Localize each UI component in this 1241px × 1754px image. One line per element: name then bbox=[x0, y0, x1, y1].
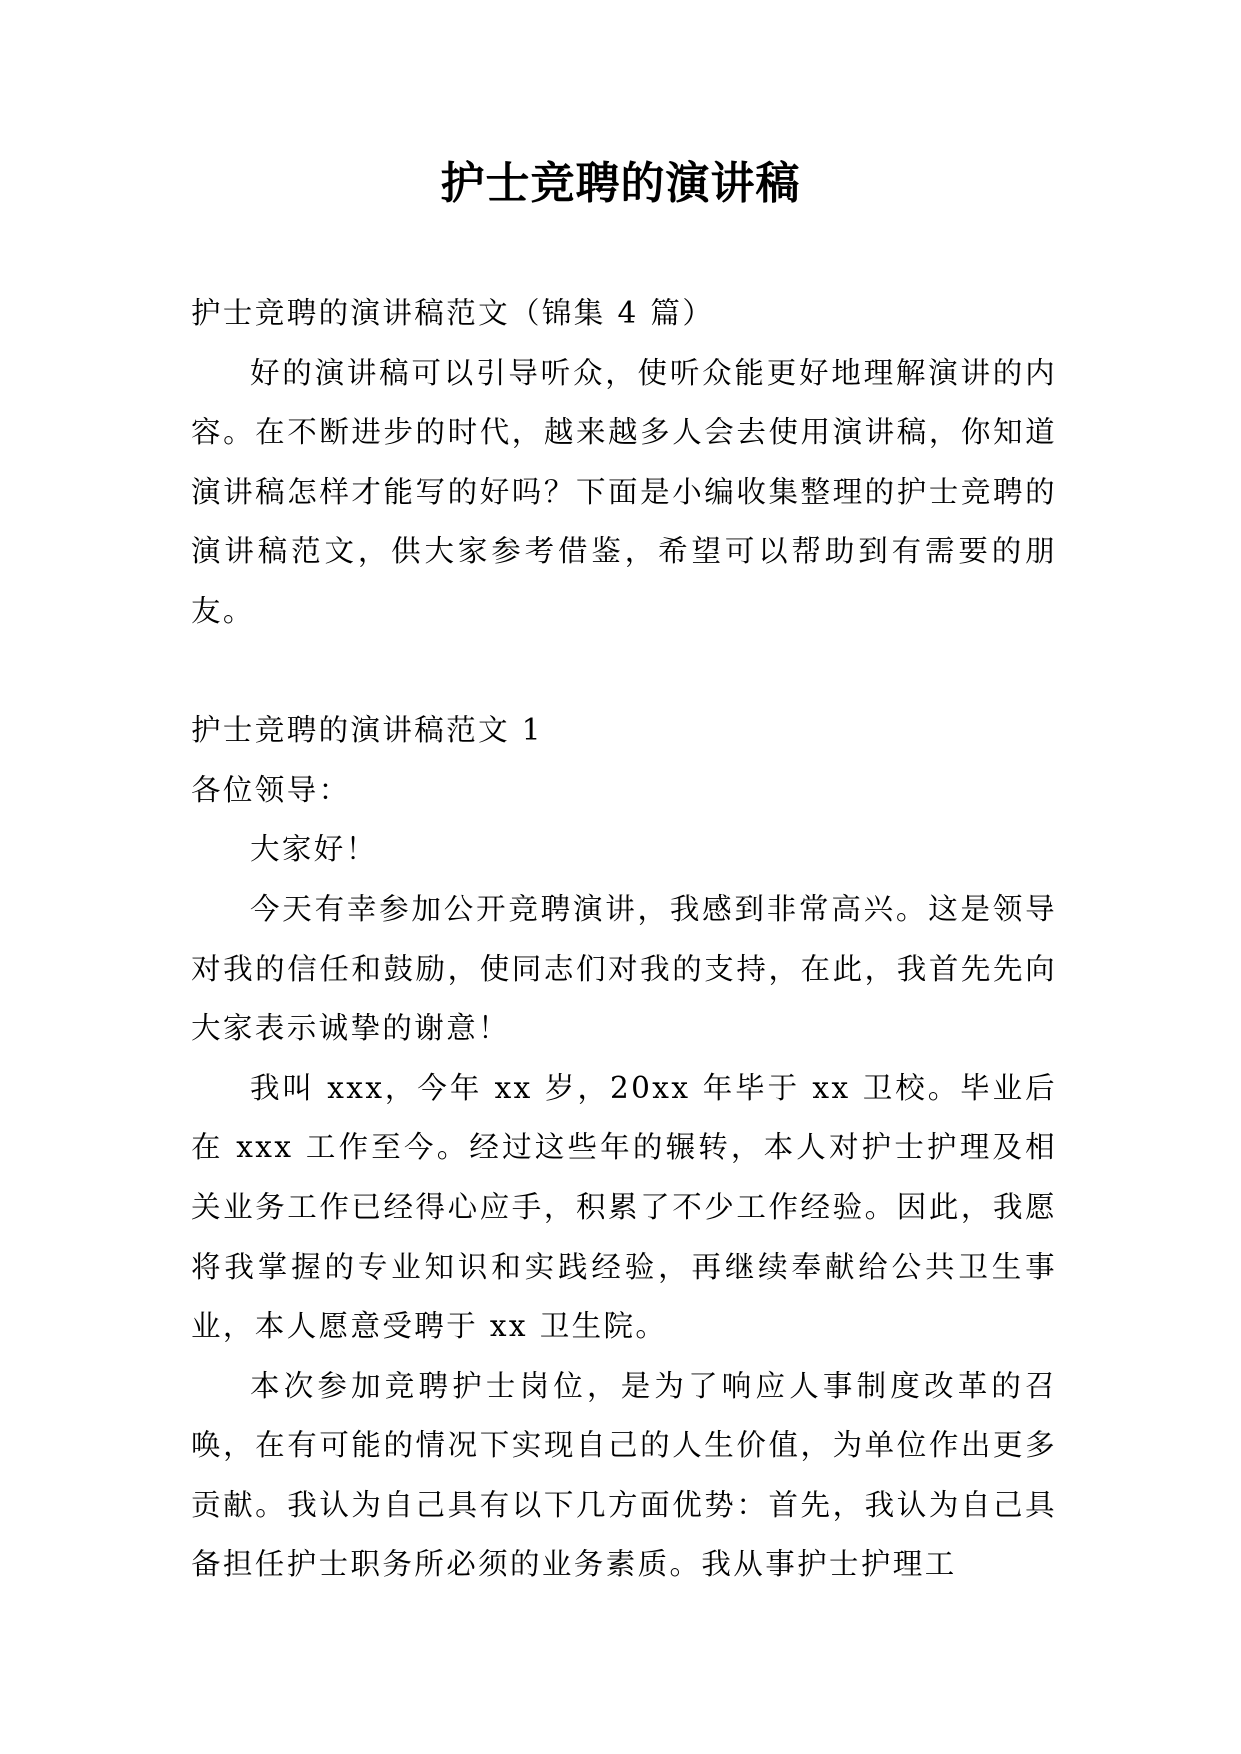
salutation: 各位领导： bbox=[191, 772, 351, 807]
document-body bbox=[191, 284, 1057, 1595]
body-paragraph: 本次参加竞聘护士岗位，是为了响应人事制度改革的召唤，在有可能的情况下实现自己的人生价值，为单位作出更多贡献。我认为自己具有以下几方面优势：首先，我认为自己具备担任护士职务所必须的业务素质。我从事护士护理工 bbox=[191, 1368, 1057, 1582]
body-paragraph: 今天有幸参加公开竞聘演讲，我感到非常高兴。这是领导对我的信任和鼓励，使同志们对我的支持，在此，我首先先向大家表示诚挚的谢意！ bbox=[191, 891, 1057, 1046]
section-heading: 护士竞聘的演讲稿范文 1 bbox=[191, 713, 543, 748]
greeting: 大家好！ bbox=[250, 832, 378, 867]
intro-paragraph: 好的演讲稿可以引导听众，使听众能更好地理解演讲的内容。在不断进步的时代，越来越多人会去使用演讲稿，你知道演讲稿怎样才能写的好吗？下面是小编收集整理的护士竞聘的演讲稿范文，供大家参考借鉴，希望可以帮助到有需要的朋友。 bbox=[191, 355, 1057, 628]
document-subtitle: 护士竞聘的演讲稿范文（锦集 4 篇） bbox=[191, 296, 715, 330]
body-paragraph: 我叫 xxx，今年 xx 岁，20xx 年毕于 xx 卫校。毕业后在 xxx 工作至今。经过这些年的辗转，本人对护士护理及相关业务工作已经得心应手，积累了不少工作经验。因此，我愿将我掌握的专业知识和实践经验，再继续奉献给公共卫生事业，本人愿意受聘于 xx 卫生院。 bbox=[191, 1070, 1057, 1344]
document-title: 护士竞聘的演讲稿 bbox=[440, 158, 801, 209]
